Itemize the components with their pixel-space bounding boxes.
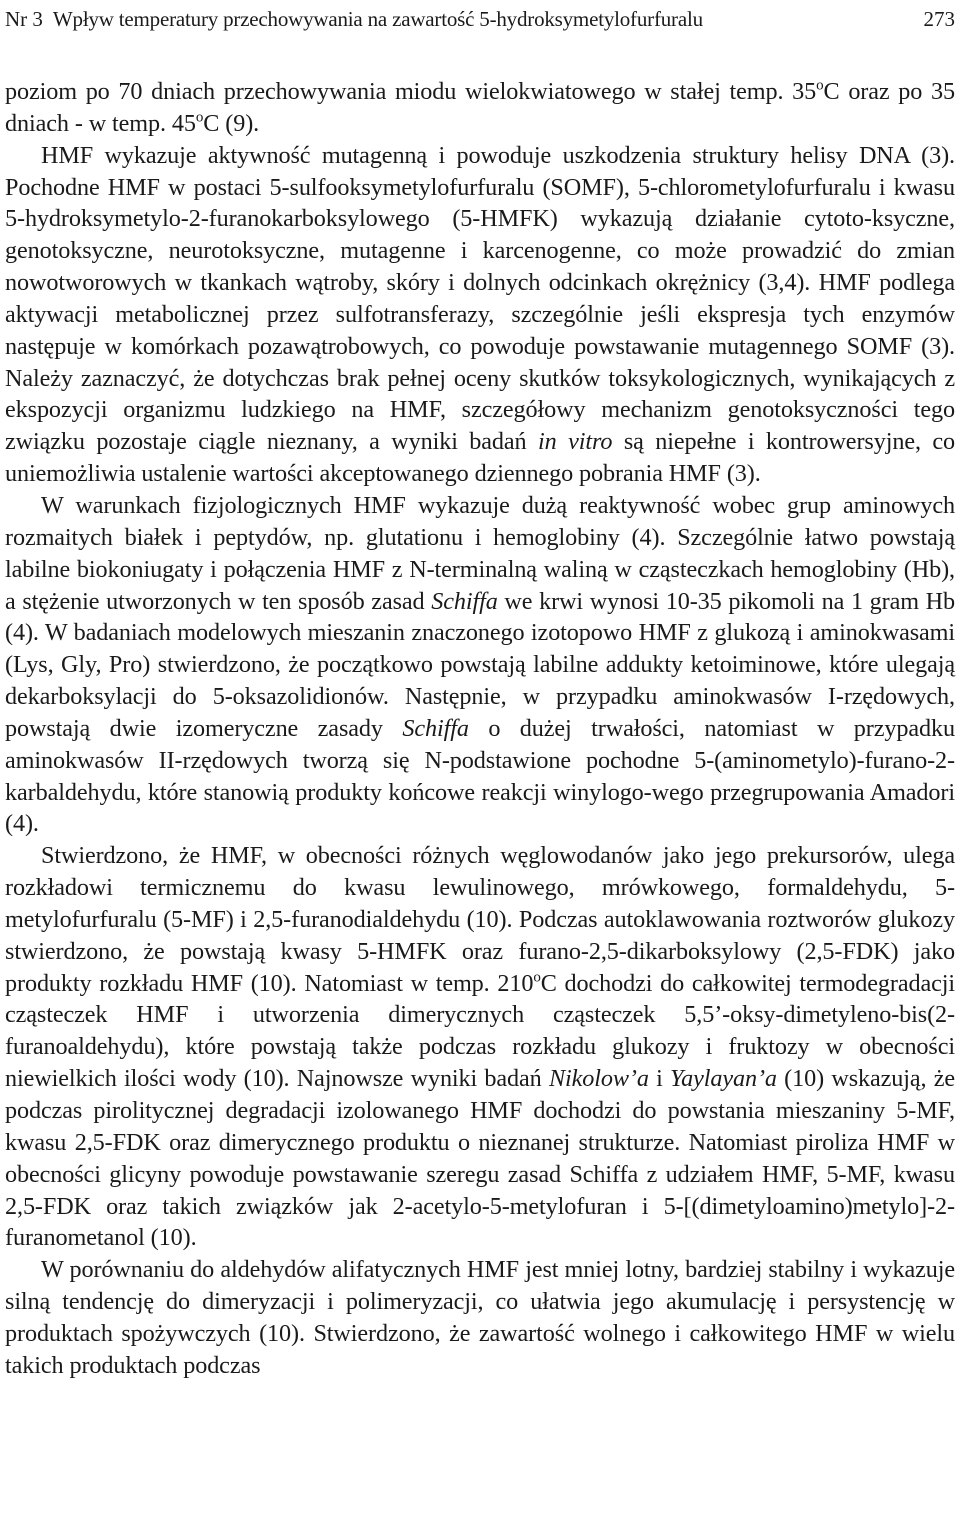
running-title: Wpływ temperatury przechowywania na zawartość 5-hydroksymetylofurfuralu bbox=[52, 7, 703, 31]
degree-superscript: o bbox=[533, 968, 541, 985]
text-run: C oraz po 35 dniach - w temp. 45 bbox=[5, 78, 955, 137]
text-run: W warunkach fizjologicznych HMF wykazuje dużą reaktywność wobec grup aminowych rozmaitych białek i peptydów, np. glutationu i hemoglobiny (4). Szczególnie łatwo powstają labilne biokoniugaty i połączenia HMF z N-terminalną waliną w cząsteczkach hemoglobiny (Hb), a stężenie utworzonych w ten sposób zasad bbox=[5, 491, 955, 615]
running-header-left bbox=[5, 6, 703, 32]
paragraph-5 bbox=[5, 1254, 955, 1381]
italic-author-name: Yaylayan’a bbox=[669, 1065, 777, 1093]
text-run: są niepełne i kontrowersyjne, co uniemożliwia ustalenie wartości akceptowanego dziennego pobrania HMF (3). bbox=[5, 428, 955, 488]
text-run: o dużej trwałości, natomiast w przypadku aminokwasów II-rzędowych tworzą się N-podstawione pochodne 5-(aminometylo)-furano-2-karbaldehydu, które stanowią produkty końcowe reakcji winylogo-wego przegrupowania Amadori (4). bbox=[5, 714, 955, 838]
degree-superscript: o bbox=[195, 109, 204, 126]
italic-term: Schiffa bbox=[402, 714, 469, 742]
paragraph-1 bbox=[5, 76, 955, 140]
paragraph-3 bbox=[5, 490, 955, 840]
issue-number: Nr 3 bbox=[5, 7, 43, 31]
text-run: poziom po 70 dniach przechowywania miodu wielokwiatowego w stałej temp. 35 bbox=[5, 78, 817, 105]
text-run: C (9). bbox=[203, 109, 260, 137]
italic-term: Schiffa bbox=[431, 587, 498, 615]
article-body bbox=[5, 76, 955, 1382]
text-run: C dochodzi do całkowitej termodegradacji cząsteczek HMF i utworzenia dimerycznych cząsteczek 5,5’-oksy-dimetyleno-bis(2-furanoaldehydu), które powstają także podczas rozkładu glukozy i fruktozy w obecności niewielkich ilości wody (10). Najnowsze wyniki badań bbox=[5, 969, 956, 1093]
degree-superscript: o bbox=[816, 77, 824, 94]
paragraph-4 bbox=[5, 840, 955, 1254]
text-run: W porównaniu do aldehydów alifatycznych HMF jest mniej lotny, bardziej stabilny i wykazuje silną tendencję do dimeryzacji i polimeryzacji, co ułatwia jego akumulację i persystencję w produktach spożywczych (10). Stwierdzono, że zawartość wolnego i całkowitego HMF w wielu takich produktach podczas bbox=[5, 1256, 955, 1379]
text-run: i bbox=[648, 1065, 670, 1093]
page-number: 273 bbox=[923, 7, 955, 31]
italic-author-name: Nikolow’a bbox=[548, 1065, 649, 1093]
paragraph-2 bbox=[5, 140, 955, 490]
text-run: HMF wykazuje aktywność mutagenną i powoduje uszkodzenia struktury helisy DNA (3). Pochodne HMF w postaci 5-sulfooksymetylofurfuralu (SOMF), 5-chlorometylofurfuralu i kwasu 5-hydroksymetylo-2-furanokarboksylowego (5-HMFK) wykazują działanie cytoto-ksyczne, genotoksyczne, neurotoksyczne, mutagenne i karcenogenne, co może prowadzić do zmian nowotworowych w tkankach wątroby, skóry i dolnych odcinkach okrężnicy (3,4). HMF podlega aktywacji metabolicznej przez sulfotransferazy, szczególnie jeśli ekspresja tych enzymów następuje w komórkach pozawątrobowych, co powoduje powstawanie mutagennego SOMF (3). Należy zaznaczyć, że dotychczas brak pełnej oceny skutków toksykologicznych, wynikających z ekspozycji organizmu ludzkiego na HMF, szczegółowy mechanizm genotoksyczności tego związku pozostaje ciągle nieznany, a wyniki badań bbox=[5, 141, 955, 456]
text-run: (10) wskazują, że podczas pirolitycznej degradacji izolowanego HMF dochodzi do powstania mieszaniny 5-MF, kwasu 2,5-FDK oraz dimerycznego produktu o nieznanej strukturze. Natomiast piroliza HMF w obecności glicyny powoduje powstawanie szeregu zasad Schiffa z udziałem HMF, 5-MF, kwasu 2,5-FDK oraz takich związków jak 2-acetylo-5-metylofuran i 5-[(dimetyloamino)metylo]-2-furanometanol (10). bbox=[5, 1065, 956, 1252]
running-header bbox=[5, 6, 955, 32]
text-run: we krwi wynosi 10-35 pikomoli na 1 gram Hb (4). W badaniach modelowych mieszanin znaczonego izotopowo HMF z glukozą i aminokwasami (Lys, Gly, Pro) stwierdzono, że początkowo powstają labilne addukty ketoiminowe, które ulegają dekarboksylacji do 5-oksazolidionów. Następnie, w przypadku aminokwasów I-rzędowych, powstają dwie izomeryczne zasady bbox=[5, 587, 955, 742]
text-run: Stwierdzono, że HMF, w obecności różnych węglowodanów jako jego prekursorów, ulega rozkładowi termicznemu do kwasu lewulinowego, mrówkowego, formaldehydu, 5-metylofurfuralu (5-MF) i 2,5-furanodialdehydu (10). Podczas autoklawowania roztworów glukozy stwierdzono, że powstają kwasy 5-HMFK oraz furano-2,5-dikarboksylowy (2,5-FDK) jako produkty rozkładu HMF (10). Natomiast w temp. 210 bbox=[5, 842, 955, 997]
italic-term: in vitro bbox=[538, 428, 613, 456]
